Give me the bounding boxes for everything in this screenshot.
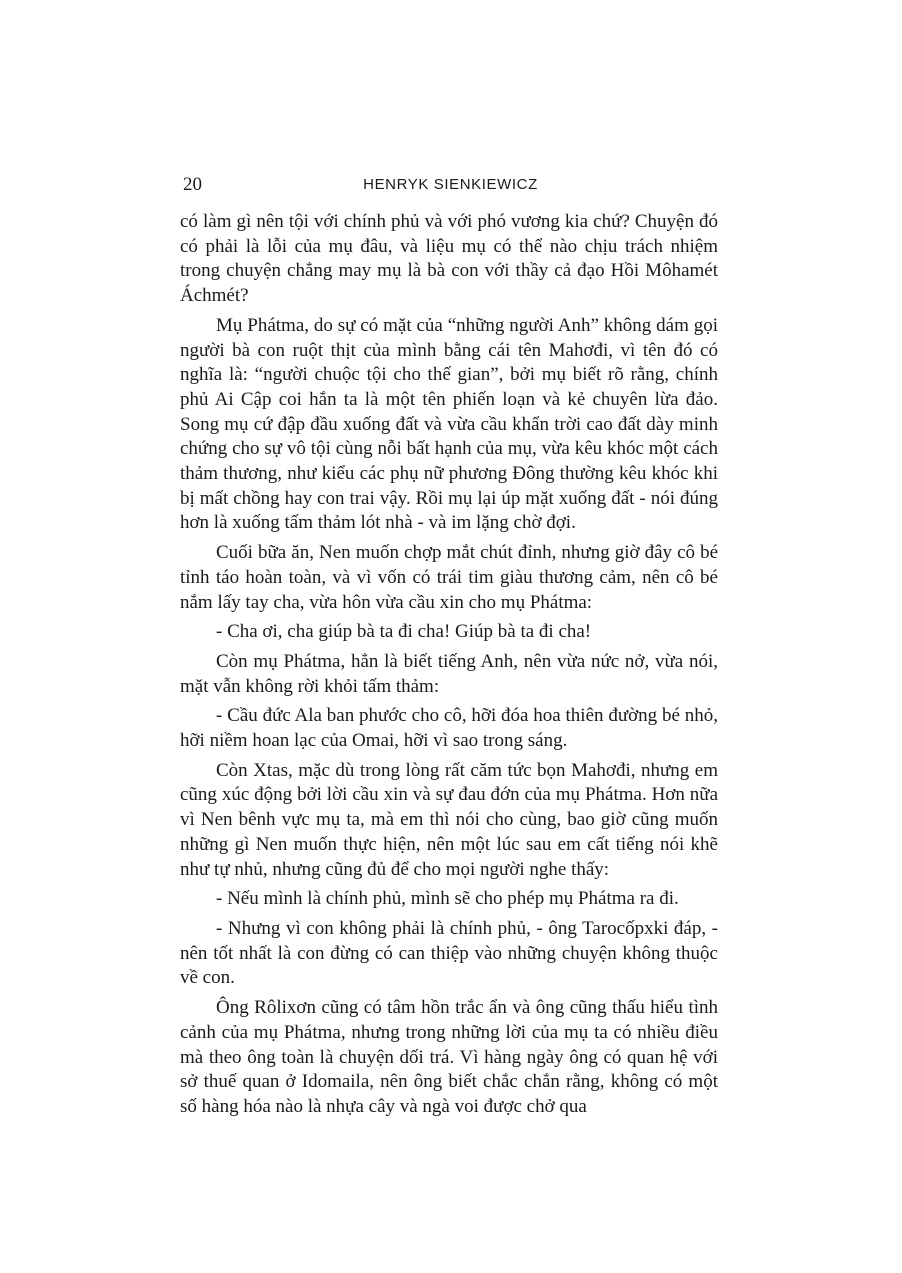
running-head: HENRYK SIENKIEWICZ [363, 176, 538, 193]
dialogue-line: - Nếu mình là chính phủ, mình sẽ cho phép mụ Phátma ra đi. [216, 888, 679, 910]
dialogue-line: - Nhưng vì con không phải là chính phủ, - ông Tarocốpxki đáp, - nên tốt nhất là con đừng có can thiệp vào những chuyện không thuộc về con. [180, 917, 718, 989]
paragraph: Mụ Phátma, do sự có mặt của “những người Anh” không dám gọi người bà con ruột thịt của mình bằng cái tên Mahơđi, vì tên đó có nghĩa là: “người chuộc tội cho thế gian”, bởi mụ biết rõ rằng, chính phủ Ai Cập coi hắn ta là một tên phiến loạn và kẻ chuyên lừa đảo. Song mụ cứ đập đầu xuống đất và vừa cầu khẩn trời cao đất dày minh chứng cho sự vô tội cùng nỗi bất hạnh của mụ, vừa kêu khóc một cách thảm thương, như kiểu các phụ nữ phương Đông thường kêu khóc khi bị mất chồng hay con trai vậy. Rồi mụ lại úp mặt xuống đất - nói đúng hơn là xuống tấm thảm lót nhà - và im lặng chờ đợi. [180, 314, 718, 534]
page-number: 20 [183, 174, 202, 195]
paragraph: Còn mụ Phátma, hẳn là biết tiếng Anh, nên vừa nức nở, vừa nói, mặt vẫn không rời khỏi tấm thảm: [180, 650, 718, 697]
paragraph: Ông Rôlixơn cũng có tâm hồn trắc ẩn và ông cũng thấu hiểu tình cảnh của mụ Phátma, nhưng trong những lời của mụ ta có nhiều điều mà theo ông toàn là chuyện dối trá. Vì hàng ngày ông có quan hệ với sở thuế quan ở Idomaila, nên ông biết chắc chắn rằng, không có một số hàng hóa nào là nhựa cây và ngà voi được chở qua [180, 997, 718, 1117]
paragraph: có làm gì nên tội với chính phủ và với phó vương kia chứ? Chuyện đó có phải là lỗi của mụ đâu, và liệu mụ có thể nào chịu trách nhiệm trong chuyện chẳng may mụ là bà con với thầy cả đạo Hồi Môhamét Áchmét? [180, 211, 718, 307]
paragraph: Cuối bữa ăn, Nen muốn chợp mắt chút đỉnh, nhưng giờ đây cô bé tỉnh táo hoàn toàn, và vì vốn có trái tim giàu thương cảm, nên cô bé nắm lấy tay cha, vừa hôn vừa cầu xin cho mụ Phátma: [180, 542, 718, 613]
page-header [183, 172, 718, 198]
dialogue-line: - Cha ơi, cha giúp bà ta đi cha! Giúp bà ta đi cha! [216, 621, 592, 643]
dialogue-line: - Cầu đức Ala ban phước cho cô, hỡi đóa hoa thiên đường bé nhỏ, hỡi niềm hoan lạc của Omai, hỡi vì sao trong sáng. [180, 705, 718, 752]
paragraph: Còn Xtas, mặc dù trong lòng rất căm tức bọn Mahơđi, nhưng em cũng xúc động bởi lời cầu xin và sự đau đớn của mụ Phátma. Hơn nữa vì Nen bênh vực mụ ta, mà em thì nói cho cùng, bao giờ cũng muốn những gì Nen muốn thực hiện, nên một lúc sau em cất tiếng nói khẽ như tự nhủ, nhưng cũng đủ để cho mọi người nghe thấy: [180, 759, 718, 880]
body-text [180, 210, 718, 1125]
